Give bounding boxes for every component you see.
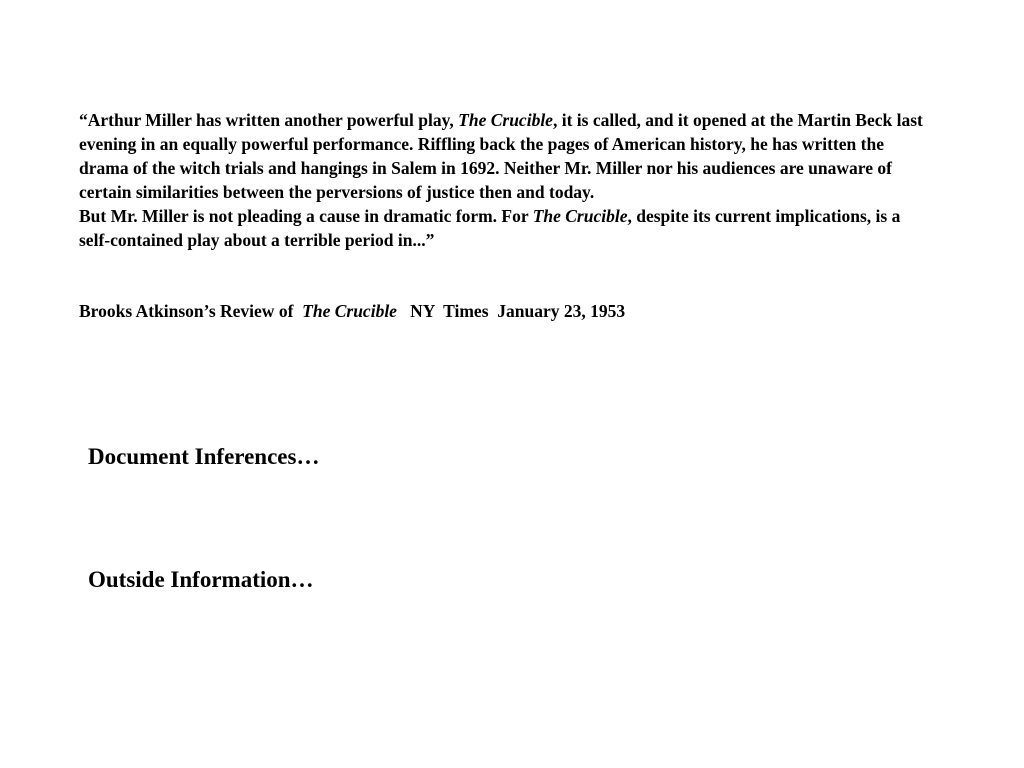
citation-prefix: Brooks Atkinson’s Review of (79, 301, 303, 321)
document-inferences-heading: Document Inferences… (88, 444, 320, 469)
citation-play-title: The Crucible (302, 301, 397, 321)
review-quote (79, 108, 929, 252)
quote-p2-text-start: But Mr. Miller is not pleading a cause in dramatic form. For (79, 206, 533, 226)
quote-p1-text-start: “Arthur Miller has written another powerful play, (79, 110, 459, 130)
quote-paragraph-1 (79, 108, 929, 204)
outside-information-heading: Outside Information… (88, 567, 314, 592)
quote-p2-text-end: , despite its current implications, is a self-contained play about a terrible period in...” (79, 206, 901, 250)
quote-p1-play-title: The Crucible (458, 110, 553, 130)
quote-p2-play-title: The Crucible (532, 206, 628, 226)
source-citation (79, 299, 625, 323)
citation-source: NY Times January 23, 1953 (396, 301, 626, 321)
quote-p1-text-end: , it is called, and it opened at the Martin Beck last evening in an equally powerful performance. Riffling back the pages of American history, he has written the drama of the witch trials and hangings in Salem in 1692. Neither Mr. Miller nor his audiences are unaware of certain similarities between the perversions of justice then and today. (79, 110, 923, 202)
quote-paragraph-2 (79, 204, 929, 252)
